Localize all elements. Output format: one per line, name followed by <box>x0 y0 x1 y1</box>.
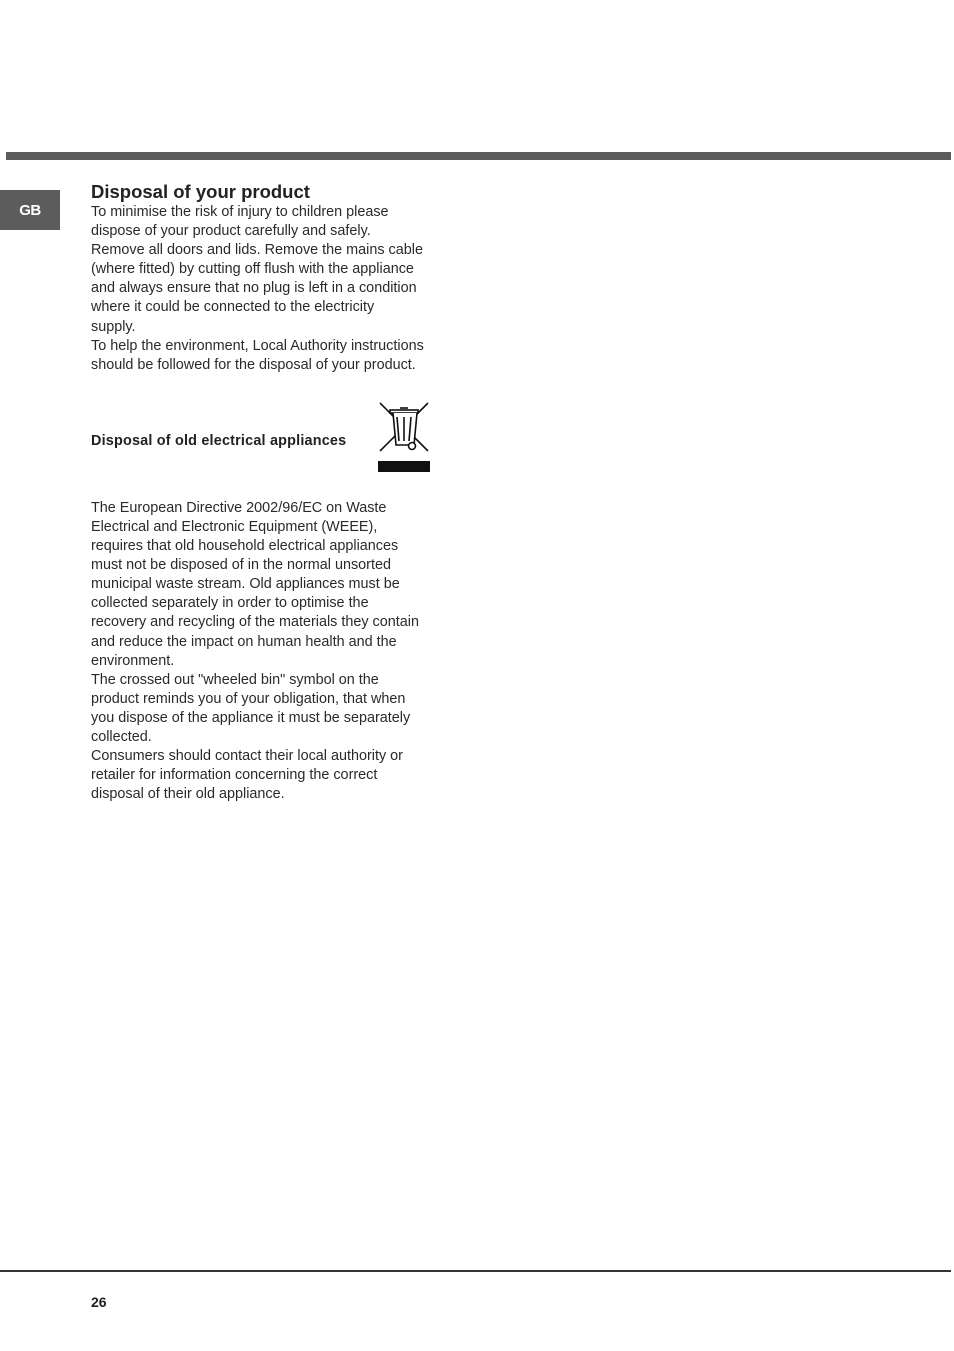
language-tab: GB <box>0 190 60 230</box>
header-rule <box>6 152 951 160</box>
page-number: 26 <box>91 1294 107 1310</box>
paragraph-environment: To help the environment, Local Authority instructions should be followed for the disposal of your product. <box>91 337 424 373</box>
paragraph-contact-authority: Consumers should contact their local authority or retailer for information concerning the correct disposal of their old appliance. <box>91 748 403 803</box>
section-title: Disposal of your product <box>91 181 310 202</box>
crossed-wheeled-bin-icon <box>378 401 430 473</box>
paragraph-child-safety: To minimise the risk of injury to children please dispose of your product carefully and safely. Remove all doors and lids. Remove the mains cable (where fitted) by cutting off flush with the appliance and always ensure that no plug is left in a condition where it could be connected to the electricity supply. <box>91 204 423 335</box>
paragraph-bin-symbol: The crossed out "wheeled bin" symbol on the product reminds you of your obligation, that when you dispose of the appliance it must be separately collected. <box>91 671 411 745</box>
footer-rule <box>0 1270 951 1272</box>
paragraph-weee-directive: The European Directive 2002/96/EC on Waste Electrical and Electronic Equipment (WEEE), requires that old household electrical appliances must not be disposed of in the normal unsorted municipal waste stream. Old appliances must be collected separately in order to optimise the recovery and recycling of the materials they contain and reduce the impact on human health and the environment. <box>91 499 419 669</box>
content-column <box>91 180 463 804</box>
subsection-header <box>91 401 463 475</box>
subsection-title: Disposal of old electrical appliances <box>91 432 347 449</box>
